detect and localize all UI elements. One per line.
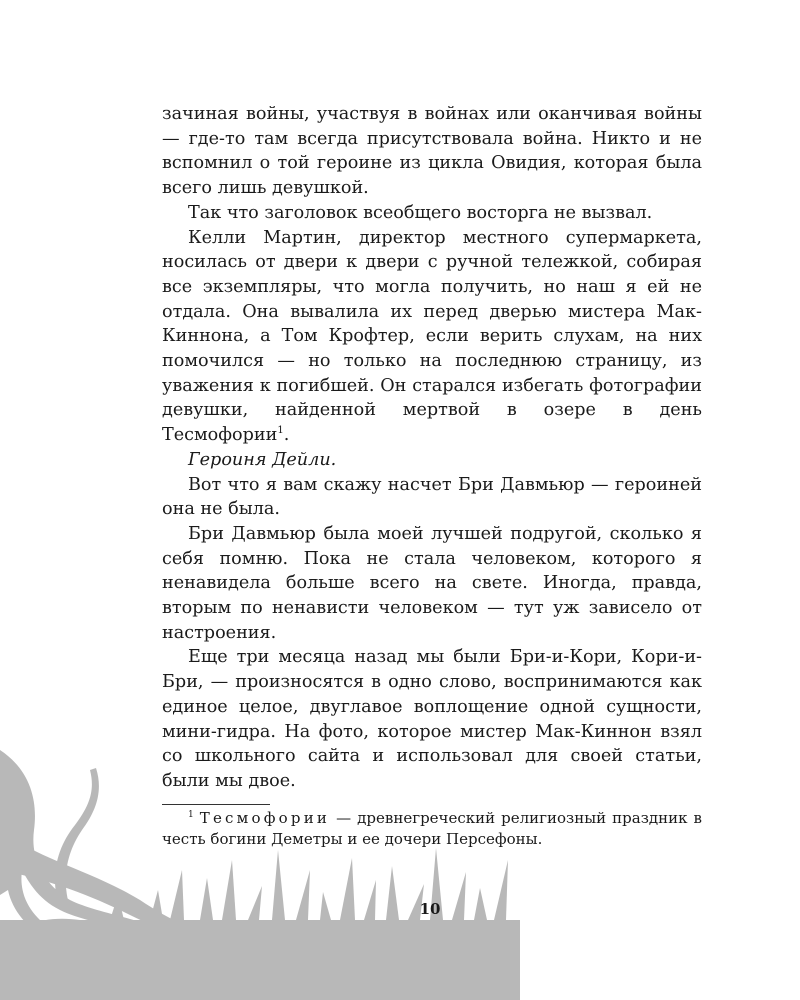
paragraph: Еще три месяца назад мы были Бри-и-Кори, Кори-и-Бри, — произносятся в одно слово, воспринимаются как единое целое, двуглавое воплощение одной сущности, мини-гидра. На фото, которое мистер Мак-Киннон взял со школьного сайта и использовал для своей статьи, были мы двое. (162, 647, 702, 791)
footnote (162, 808, 702, 850)
paragraph: Так что заголовок всеобщего восторга не вызвал. (188, 202, 653, 223)
footnote-reference: 1 (277, 425, 284, 437)
paragraph: зачиная войны, участвуя в войнах или оканчивая войны — где-то там всегда присутствовала война. Никто и не вспомнил о той героине из цикла Овидия, которая была всего лишь девушкой. (162, 104, 702, 199)
footnote-divider (162, 804, 270, 805)
paragraph-with-footnote-ref (162, 226, 702, 448)
footnote-term: Тесмофории (199, 809, 331, 827)
footnote-number: 1 (188, 810, 194, 820)
page-number: 10 (419, 900, 441, 918)
paragraph-italic: Героиня Дейли. (188, 449, 337, 470)
paragraph-end-punctuation: . (283, 425, 290, 446)
footnote-text: — древнегреческий религиозный праздник в честь богини Деметры и ее дочери Персефоны. (162, 809, 702, 848)
body-text (162, 102, 702, 794)
paragraph: Бри Давмьюр была моей лучшей подругой, сколько я себя помню. Пока не стала человеком, которого я ненавидела больше всего на свете. Иногда, правда, вторым по ненависти человеком — тут уж зависело от настроения. (162, 523, 702, 643)
paragraph-text: Келли Мартин, директор местного супермаркета, носилась от двери к двери с ручной тележкой, собирая все экземпляры, что могла получить, но наш я ей не отдала. Она вывалила их перед дверью мистера Мак-Киннона, а Том Крофтер, если верить слухам, на них помочился — но только на последнюю страницу, из уважения к погибшей. Он старался избегать фотографии девушки, найденной мертвой в озере в день Тесмофории (162, 227, 702, 446)
paragraph: Вот что я вам скажу насчет Бри Давмьюр — героиней она не была. (162, 474, 702, 520)
